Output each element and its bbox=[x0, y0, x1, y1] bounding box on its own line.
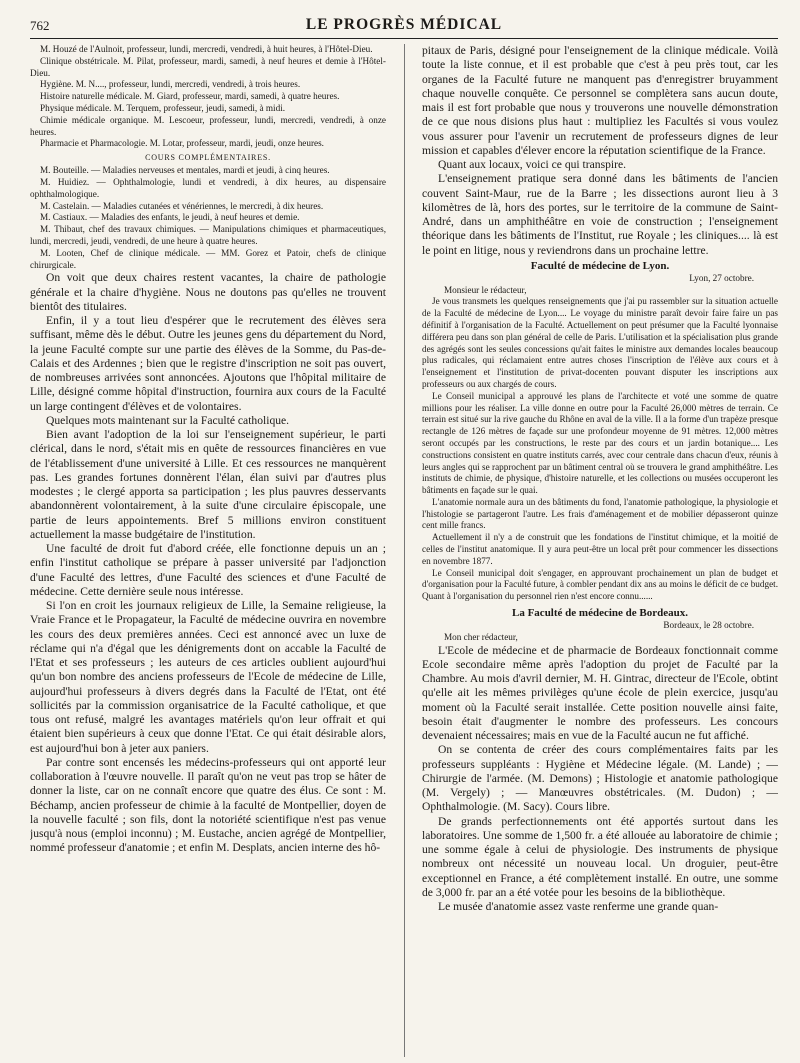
course-entry: Hygiène. M. N...., professeur, lundi, mercredi, vendredi, à trois heures. bbox=[40, 79, 301, 90]
lyon-section-title: Faculté de médecine de Lyon. bbox=[530, 259, 670, 272]
letter-paragraph: Le Conseil municipal a approuvé les plans de l'architecte et voté une somme de quatre millions pour les réaliser. La ville donne en outre pour la Faculté 26,000 mètres de terrain. Ce terrain est situé sur la rive gauche du Rhône en aval de la ville. Il a la forme d'un trapèze presque rectangle de 126 mètres de façade sur une profondeur moyenne de 91 mètres. 12,000 mètres seront occupés par les constructions, le reste par des cours et un jardin botanique.... Les constructions consistent en quatre instituts carrés, avec cour centrale dans chacun d'eux, réunis à leurs angles qui se rapprochent par un bâtiment central où se trouvera le grand amphithéâtre. Les instituts de chimie, de physique, d'histoire naturelle, et les collections ou musées occuperont les bâtiments en façade sur le quai. bbox=[422, 390, 778, 496]
body-paragraph: Par contre sont encensés les médecins-professeurs qui ont apporté leur collaboration à l'œuvre nouvelle. Il paraît qu'on ne veut pas trop se hâter de donner la liste, car on ne connaît encore que quatre des élus. Ce sont : M. Béchamp, ancien professeur de chimie à la faculté de Montpellier, doyen de la nouvelle faculté ; son fils, dont la notoriété scientifique n'est pas venue jusqu'à nous (emploi inconnu) ; M. Eustache, ancien agrégé de Montpellier, nommé professeur d'anatomie ; et enfin M. Desplats, ancien interne des hô- bbox=[30, 755, 386, 855]
page-number: 762 bbox=[30, 18, 50, 33]
course-entry: M. Thibaut, chef des travaux chimiques. — Manipulations chimiques et pharmaceutiques, lundi, mercredi, jeudi, vendredi, de une heure à quatre heures. bbox=[30, 224, 386, 246]
two-column-body bbox=[30, 44, 778, 1057]
column-divider bbox=[404, 44, 405, 1057]
bordeaux-dateline: Bordeaux, le 28 octobre. bbox=[663, 620, 754, 631]
bordeaux-salutation: Mon cher rédacteur, bbox=[444, 631, 518, 642]
course-entry: M. Houzé de l'Aulnoit, professeur, lundi, mercredi, vendredi, à huit heures, à l'Hôtel-Dieu. bbox=[40, 44, 373, 54]
course-entry: Clinique obstétricale. M. Pilat, professeur, mardi, samedi, à neuf heures et demie à l'Hôtel-Dieu. bbox=[30, 55, 386, 78]
journal-title: LE PROGRÈS MÉDICAL bbox=[305, 16, 503, 33]
body-paragraph: Quelques mots maintenant sur la Faculté catholique. bbox=[46, 413, 290, 427]
lyon-dateline: Lyon, 27 octobre. bbox=[689, 272, 754, 283]
course-entry: Chimie médicale organique. M. Lescoeur, professeur, lundi, mercredi, vendredi, à onze heures. bbox=[30, 114, 386, 137]
course-entry: M. Castiaux. — Maladies des enfants, le jeudi, à neuf heures et demie. bbox=[40, 212, 300, 223]
letter-paragraph: Le musée d'anatomie assez vaste renferme une grande quan- bbox=[438, 900, 719, 914]
letter-paragraph: Je vous transmets les quelques renseignements que j'ai pu rassembler sur la situation actuelle de la Faculté de médecine de Lyon.... Le voyage du ministre paraît devoir faire faire un pas définitif à l'organisation de la Faculté. Actuellement on peut présumer que la Faculté lyonnaise différera peu dans son plan général de celle de Paris. L'utilisation et la spécialisation plus grande des agrégés sont les seules concessions qu'ait faites le ministre aux demandes locales beaucoup plus radicales, qui réclamaient entre autres choses l'inscription de l'élève aux cours et à l'enseignement et l'institution de privat-docenten pouvant disputer les inscriptions aux professeurs ou aux chargés de cours. bbox=[422, 296, 778, 389]
body-paragraph: pitaux de Paris, désigné pour l'enseignement de la clinique médicale. Voilà toute la liste connue, et il est probable que c'est à peu près tout, car les organes de la Faculté future ne manquent pas d'enregistrer bruyamment chaque nouvelle conquête. Ce personnel se complètera sans aucun doute, mais il est fort probable que nous y trouverons une nouvelle démonstration de ce que nous disions plus haut : multipliez les Facultés si vous voulez vous assurer pour l'avenir un recrutement de professeurs dignes de leur mission et capables d'élever encore la réputation scientifique de la France. bbox=[422, 44, 778, 157]
page-header bbox=[30, 12, 778, 39]
body-paragraph: Bien avant l'adoption de la loi sur l'enseignement supérieur, le parti clérical, dans le nord, s'était mis en quête de ressources financières en vue de l'établissement d'une université à Lille. Et ces ressources ne manquèrent pas. Les grandes fortunes donnèrent l'élan, élan suivi par d'autres plus modestes ; le clergé apporta sa participation ; les plus pauvres desservants abandonnèrent volontairement, à la suite d'une circulaire épiscopale, une partie de leurs appointements. Bref 5 millions environ constituent actuellement la masse budgétaire de l'institution. bbox=[30, 428, 386, 541]
course-entry: M. Castelain. — Maladies cutanées et vénériennes, le mercredi, à dix heures. bbox=[40, 200, 324, 211]
body-paragraph: Si l'on en croit les journaux religieux de Lille, la Semaine religieuse, la Vraie France et le Propagateur, la Faculté de médecine ouvrira en novembre les cours des deux premières années. Ceci est annoncé avec un luxe de réclame qui n'a d'égal que les dénigrements dont on accable la Faculté de l'Etat et ses professeurs ; les auteurs de ces articles oublient aujourd'hui qu'un bon nombre des anciens professeurs de l'Ecole de médecine de Lille, aujourd'hui professeurs à divers degrés dans la Faculté de l'Etat, ont été sollicités par la commission organisatrice de la Faculté catholique, et que tous ont refusé, malgré les avantages matériels qu'on leur offrait et qui étaient bien supérieurs à ceux que donne l'Etat. Ce qui était désirable alors, est aujourd'hui bon à jeter aux paniers. bbox=[30, 599, 386, 755]
right-column bbox=[422, 44, 778, 1057]
letter-paragraph: Actuellement il n'y a de construit que les fondations de l'institut chimique, et la moitié de celles de l'institut anatomique. Il y aura peut-être un local prêt pour commencer les dissections en novembre 1877. bbox=[422, 532, 778, 566]
letter-paragraph: Le Conseil municipal doit s'engager, en approuvant prochainement un plan de budget et d'organisation pour la Faculté future, à combler pendant dix ans au moins le déficit de ce budget. Quant à l'organisation du personnel rien n'est encore connu...... bbox=[422, 567, 778, 602]
body-paragraph: L'enseignement pratique sera donné dans les bâtiments de l'ancien couvent Saint-Maur, rue de la Barre ; les dissections auront lieu à 3 kilomètres de là, hors des portes, sur le territoire de la commune de Saint-André, dans un amphithéâtre en voie de construction ; l'enseignement théorique dans les bâtiments de l'Institut, rue Royale ; les cliniques.... là est le point en litige, nous y reviendrons dans un prochaine lettre. bbox=[422, 172, 778, 257]
lyon-salutation: Monsieur le rédacteur, bbox=[444, 284, 527, 295]
body-paragraph: On voit que deux chaires restent vacantes, la chaire de pathologie générale et la chaire d'hygiène. Nous ne doutons pas qu'elles ne trouvent bientôt des titulaires. bbox=[30, 271, 386, 313]
course-entry: Physique médicale. M. Terquem, professeur, jeudi, samedi, à midi. bbox=[40, 102, 286, 113]
course-entry: M. Bouteille. — Maladies nerveuses et mentales, mardi et jeudi, à cinq heures. bbox=[40, 165, 330, 176]
letter-paragraph: On se contenta de créer des cours complémentaires faits par les professeurs suppléants : Hygiène et Médecine légale. (M. Lande) ; — Chirurgie de l'armée. (M. Demons) ; Histologie et anatomie pathologique (M. Vergely) ; — Manœuvres obstétricales. (M. Dudon) ; — Ophthalmologie. (M. Sacy). Cours libre. bbox=[422, 743, 778, 814]
bordeaux-section-title: La Faculté de médecine de Bordeaux. bbox=[512, 607, 688, 620]
course-entry: M. Huidiez. — Ophthalmologie, lundi et vendredi, à dix heures, au dispensaire ophthalmologique. bbox=[30, 176, 386, 199]
course-entry: M. Looten, Chef de clinique médicale. — MM. Gorez et Patoir, chefs de clinique chirurgicale. bbox=[30, 247, 386, 270]
course-entry: Histoire naturelle médicale. M. Giard, professeur, mardi, samedi, à quatre heures. bbox=[40, 91, 340, 102]
letter-paragraph: L'Ecole de médecine et de pharmacie de Bordeaux fonctionnait comme Ecole secondaire même après l'adoption du projet de Faculté par la Chambre. Au mois d'avril dernier, M. H. Gintrac, directeur de l'Ecole, obtint qu'elle ait les mêmes privilèges qu'une école de plein exercice, jusqu'au moment où la Faculté serait installée. Cette position nouvelle ainsi faite, besoin était d'augmenter le nombre des professeurs. Les concours devenaient nécessaires; mais en vue de la Faculté aucun ne fut affiché. bbox=[422, 643, 778, 743]
letter-paragraph: L'anatomie normale aura un des bâtiments du fond, l'anatomie pathologique, la physiologie et l'histologie se partageront l'autre. Les frais d'aménagement et de mobilier dépasseront quinze cent mille francs. bbox=[422, 496, 778, 531]
body-paragraph: Quant aux locaux, voici ce qui transpire. bbox=[438, 158, 627, 171]
letter-paragraph: De grands perfectionnements ont été apportés surtout dans les laboratoires. Une somme de 1,500 fr. a été allouée au laboratoire de chimie ; une somme égale à celui de physiologie. Des instruments de physique nombreux ont nécessité un nouveau local. Un droguier, peut-être exceptionnel en France, a été complètement installé. En outre, une somme de 3,000 fr. par an a été votée pour les besoins de la bibliothèque. bbox=[422, 814, 778, 899]
complementary-courses-heading: COURS COMPLÉMENTAIRES. bbox=[145, 153, 271, 163]
body-paragraph: Une faculté de droit fut d'abord créée, elle fonctionne depuis un an ; enfin l'institut catholique se prépare à passer université par l'adjonction d'une Faculté des lettres, d'une Faculté des sciences et d'une Faculté de médecine. Cette dernière seule nous intéresse. bbox=[30, 542, 386, 598]
course-entry: Pharmacie et Pharmacologie. M. Lotar, professeur, mardi, jeudi, onze heures. bbox=[40, 138, 324, 149]
body-paragraph: Enfin, il y a tout lieu d'espérer que le recrutement des élèves sera suffisant, même dès le début. Outre les jeunes gens du département du Nord, la jeune Faculté compte sur une partie des élèves de la Somme, du Pas-de-Calais et des Ardennes ; bien que le registre d'inscription ne soit pas ouvert, de nombreuses arrivées sont annoncées. Ajoutons que l'hôpital militaire de Lille, désigné comme hôpital d'instruction, fournira aux cours de la Faculté un large contingent d'élèves et de volontaires. bbox=[30, 314, 386, 413]
left-column bbox=[30, 44, 386, 1057]
